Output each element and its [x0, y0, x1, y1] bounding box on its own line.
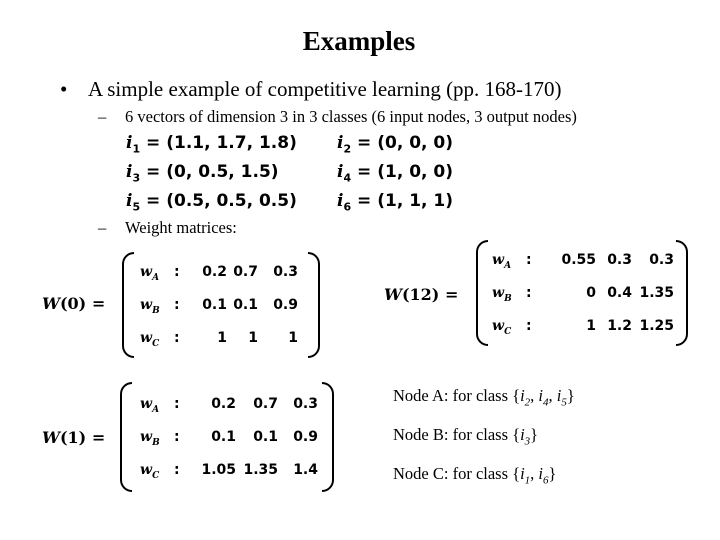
matrix-row: $w_A$ : 0.2 0.7 0.3 [140, 396, 318, 415]
sub-bullet-text: 6 vectors of dimension 3 in 3 classes (6 input nodes, 3 output nodes) [125, 107, 577, 126]
vector-i3: $i_3 = (0$, 0.5, 1.5) [126, 162, 279, 185]
dash-icon: – [98, 218, 107, 237]
matrix-row: $w_A$ : 0.55 0.3 0.3 [492, 252, 674, 271]
matrix-row: $w_C$ : 1 1 1 [140, 330, 298, 349]
matrix-row: $w_B$ : 0.1 0.1 0.9 [140, 297, 298, 316]
matrix-label-w1: W(1) = [42, 428, 106, 447]
matrix-label-w0: W(0) = [42, 294, 106, 313]
vector-i2: $i_2 = (0$, 0, 0) [337, 133, 453, 156]
bullet-dot: • [60, 77, 68, 101]
bullet-text: A simple example of competitive learning (pp. 168-170) [88, 77, 562, 101]
matrix-w1 [120, 382, 334, 492]
note-node-a: Node A: for class {$i_2$, $i_4$, $i_5$} [393, 386, 575, 409]
vector-i5: $i_5 = (0.5$, 0.5, 0.5) [126, 191, 297, 214]
matrix-row: $w_A$ : 0.2 0.7 0.3 [140, 264, 298, 283]
matrix-label-w12: W(12) = [384, 285, 459, 304]
matrix-row: $w_B$ : 0 0.4 1.35 [492, 285, 674, 304]
vector-i4: $i_4 = (1$, 0, 0) [337, 162, 453, 185]
matrix-row: $w_C$ : 1.05 1.35 1.4 [140, 462, 318, 481]
slide-title: Examples [302, 26, 416, 56]
vector-i6: $i_6 = (1$, 1, 1) [337, 191, 453, 214]
sub-bullet-text: Weight matrices: [125, 218, 237, 237]
main-bullet [60, 77, 562, 102]
matrix-w0 [122, 252, 320, 358]
sub-bullet-vectors [98, 107, 577, 127]
vector-i1: $i_1 = (1.1$, 1.7, 1.8) [126, 133, 297, 156]
sub-bullet-weights [98, 218, 237, 238]
dash-icon: – [98, 107, 107, 126]
matrix-w12 [476, 240, 688, 346]
note-node-c: Node C: for class {$i_1$, $i_6$} [393, 464, 557, 487]
matrix-row: $w_C$ : 1 1.2 1.25 [492, 318, 674, 337]
note-node-b: Node B: for class $\{i_3\}$ [393, 425, 539, 448]
matrix-row: $w_B$ : 0.1 0.1 0.9 [140, 429, 318, 448]
